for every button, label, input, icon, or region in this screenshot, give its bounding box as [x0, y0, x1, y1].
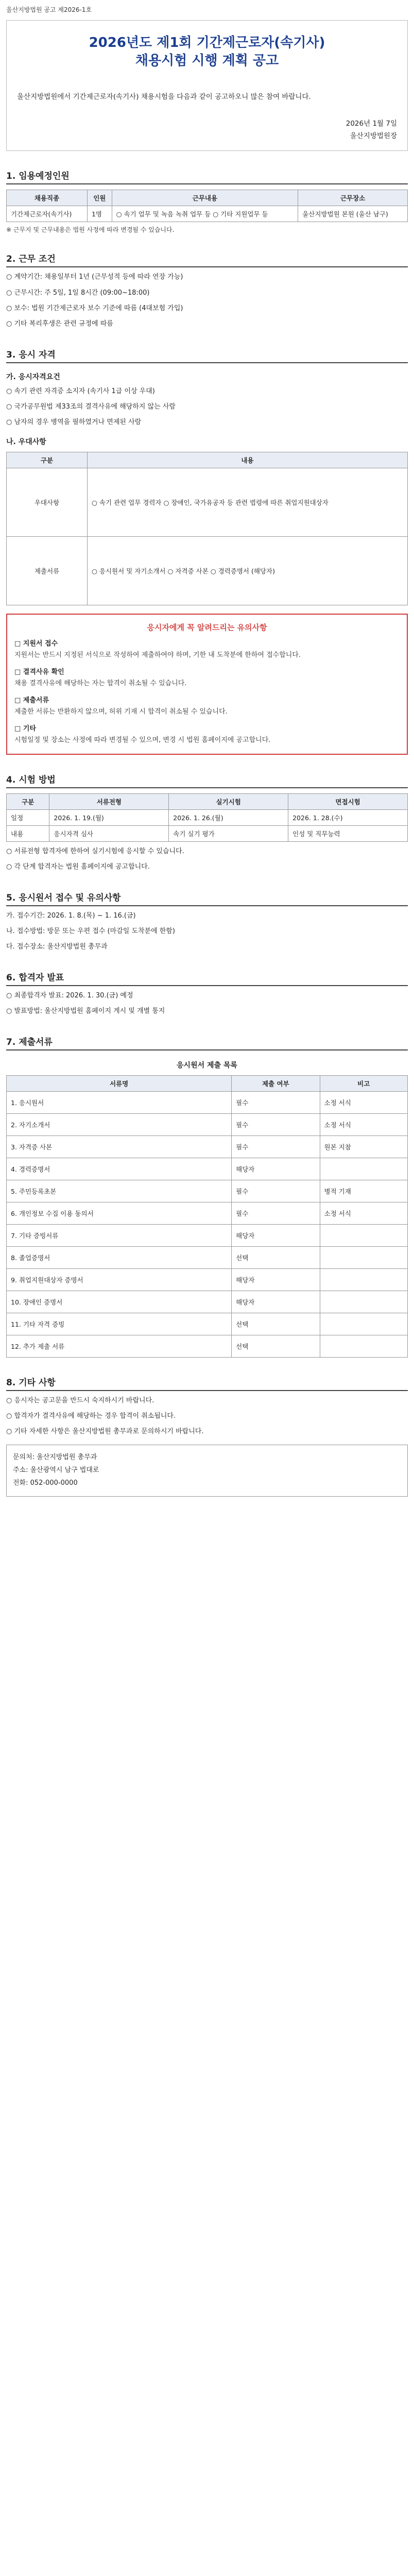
list-item: ○ 국가공무원법 제33조의 결격사유에 해당하지 않는 사람	[6, 402, 176, 411]
table-row	[7, 1291, 408, 1313]
table-cell	[320, 1335, 407, 1358]
section-heading: 5. 응시원서 접수 및 유의사항	[6, 890, 408, 906]
table-cell: 인성 및 직무능력	[288, 825, 408, 841]
table-cell: ○ 응시원서 및 자기소개서 ○ 자격증 사본 ○ 경력증명서 (해당자)	[88, 537, 408, 605]
table-header: 실기시험	[169, 793, 288, 809]
table-cell: 1명	[87, 206, 112, 222]
list-item: ○ 기타 복리후생은 관련 규정에 따름	[6, 319, 113, 328]
table-cell: 7. 기타 증빙서류	[7, 1225, 232, 1247]
table-row	[7, 1136, 408, 1158]
section-2	[6, 251, 408, 329]
table-row	[7, 1114, 408, 1136]
table-cell: 응시자격 심사	[49, 825, 169, 841]
highlight-item-body: 시험일정 및 장소는 사정에 따라 변경될 수 있으며, 변경 시 법원 홈페이지에 공고합니다.	[14, 736, 271, 744]
contact-box	[6, 1445, 408, 1496]
highlight-item-head: □ 결격사유 확인	[14, 668, 64, 676]
table-cell: 1. 응시원서	[7, 1092, 232, 1114]
section-8	[6, 1375, 408, 1496]
table-cell: 3. 자격증 사본	[7, 1136, 232, 1158]
table-row	[7, 1225, 408, 1247]
highlight-item-body: 제출한 서류는 반환하지 않으며, 허위 기재 시 합격이 취소될 수 있습니다.	[14, 708, 228, 716]
table-cell: 선택	[232, 1247, 320, 1269]
table-cell	[320, 1313, 407, 1335]
table-cell	[320, 1291, 407, 1313]
table-cell: 선택	[232, 1335, 320, 1358]
section-heading: 3. 응시 자격	[6, 347, 408, 363]
contact-line: 전화: 052-000-0000	[13, 1479, 78, 1487]
table-header: 비고	[320, 1076, 407, 1092]
table-cell: ○ 속기 관련 업무 경력자 ○ 장애인, 국가유공자 등 관련 법령에 따른 취업지원대상자	[88, 468, 408, 537]
table-cell: 속기 실기 평가	[169, 825, 288, 841]
table-header: 서류전형	[49, 793, 169, 809]
table-row	[7, 1202, 408, 1225]
table-header: 내용	[88, 452, 408, 468]
table-row	[7, 825, 408, 841]
table-cell: 필수	[232, 1202, 320, 1225]
table-cell: 내용	[7, 825, 49, 841]
table-cell: 소정 서식	[320, 1092, 407, 1114]
list-item: ○ 계약기간: 채용일부터 1년 (근무성적 등에 따라 연장 가능)	[6, 273, 183, 281]
table-row	[7, 1313, 408, 1335]
notice-date: 2026년 1월 7일	[346, 120, 397, 128]
intro-text: 울산지방법원에서 기간제근로자(속기사) 채용시험을 다음과 같이 공고하오니 많은 참여 바랍니다.	[17, 93, 311, 101]
table-cell: 선택	[232, 1313, 320, 1335]
list-item: ○ 보수: 법원 기간제근로자 보수 기준에 따름 (4대보험 가입)	[6, 304, 183, 312]
document-page	[6, 0, 408, 1497]
table-cell: 2. 자기소개서	[7, 1114, 232, 1136]
sub-heading: 나. 우대사항	[6, 438, 46, 447]
qualification-table	[6, 452, 408, 605]
table-cell: 제출서류	[7, 537, 88, 605]
table-cell: 6. 개인정보 수집 이용 동의서	[7, 1202, 232, 1225]
section-5	[6, 890, 408, 953]
table-cell: ○ 속기 업무 및 녹음 녹취 업무 등 ○ 기타 지원업무 등	[112, 206, 298, 222]
list-item: ○ 응시자는 공고문을 반드시 숙지하시기 바랍니다.	[6, 1397, 154, 1405]
table-header: 구분	[7, 793, 49, 809]
table-cell	[320, 1158, 407, 1180]
table-row	[7, 206, 408, 222]
table-cell: 필수	[232, 1092, 320, 1114]
list-item: ○ 합격자가 결격사유에 해당하는 경우 합격이 취소됩니다.	[6, 1412, 176, 1420]
table-cell: 소정 서식	[320, 1202, 407, 1225]
table-row	[7, 537, 408, 605]
table-cell: 해당자	[232, 1158, 320, 1180]
list-item: ○ 기타 자세한 사항은 울산지방법원 총무과로 문의하시기 바랍니다.	[6, 1428, 204, 1436]
table-row	[7, 1269, 408, 1291]
highlight-item	[14, 638, 400, 661]
note: ※ 근무지 및 근무내용은 법원 사정에 따라 변경될 수 있습니다.	[6, 226, 175, 234]
table-cell: 소정 서식	[320, 1114, 407, 1136]
list-item: 다. 접수장소: 울산지방법원 총무과	[6, 942, 108, 951]
table-row	[7, 1247, 408, 1269]
contact-line: 문의처: 울산지방법원 총무과	[13, 1453, 97, 1462]
table-header: 면접시험	[288, 793, 408, 809]
highlight-item-body: 채용 결격사유에 해당하는 자는 합격이 취소될 수 있습니다.	[14, 680, 187, 688]
table-header: 구분	[7, 452, 88, 468]
highlight-item	[14, 723, 400, 746]
table-cell: 9. 취업지원대상자 증명서	[7, 1269, 232, 1291]
section-4	[6, 772, 408, 873]
section-1	[6, 168, 408, 234]
table-header: 서류명	[7, 1076, 232, 1092]
table-cell: 원본 지참	[320, 1136, 407, 1158]
list-item: 나. 접수방법: 방문 또는 우편 접수 (마감일 도착분에 한함)	[6, 927, 175, 935]
table-cell	[320, 1269, 407, 1291]
section-heading: 1. 임용예정인원	[6, 168, 408, 184]
notice-highlight-box	[6, 614, 408, 754]
section-heading: 4. 시험 방법	[6, 772, 408, 788]
contact-line: 주소: 울산광역시 남구 법대로	[13, 1466, 99, 1475]
page-title	[17, 34, 397, 70]
sub-heading: 가. 응시자격요건	[6, 372, 60, 381]
table-cell: 8. 졸업증명서	[7, 1247, 232, 1269]
table-row	[7, 1158, 408, 1180]
section-7	[6, 1035, 408, 1358]
table-row	[7, 1335, 408, 1358]
table-cell: 해당자	[232, 1225, 320, 1247]
recruit-table	[6, 190, 408, 222]
table-header: 채용직종	[7, 190, 88, 206]
table-cell: 울산지방법원 본원 (울산 남구)	[298, 206, 408, 222]
section-heading: 8. 기타 사항	[6, 1375, 408, 1391]
table-row	[7, 1092, 408, 1114]
documents-table	[6, 1075, 408, 1358]
table-cell: 필수	[232, 1180, 320, 1202]
highlight-item	[14, 666, 400, 689]
list-item: ○ 각 단계 합격자는 법원 홈페이지에 공고합니다.	[6, 862, 150, 871]
table-cell: 필수	[232, 1136, 320, 1158]
table-row	[7, 468, 408, 537]
notice-org: 울산지방법원장	[350, 132, 397, 141]
list-item: 가. 접수기간: 2026. 1. 8.(목) ~ 1. 16.(금)	[6, 911, 136, 920]
table-header: 근무장소	[298, 190, 408, 206]
list-item: ○ 근무시간: 주 5일, 1일 8시간 (09:00~18:00)	[6, 289, 150, 297]
table-cell	[320, 1247, 407, 1269]
table-cell: 2026. 1. 28.(수)	[288, 809, 408, 825]
table-cell: 해당자	[232, 1269, 320, 1291]
list-item: ○ 남자의 경우 병역을 필하였거나 면제된 사람	[6, 418, 142, 427]
table-cell: 일정	[7, 809, 49, 825]
table-cell: 11. 기타 자격 증빙	[7, 1313, 232, 1335]
table-cell: 5. 주민등록초본	[7, 1180, 232, 1202]
list-item: ○ 최종합격자 발표: 2026. 1. 30.(금) 예정	[6, 991, 133, 999]
table-cell: 4. 경력증명서	[7, 1158, 232, 1180]
highlight-item	[14, 694, 400, 718]
table-caption: 응시원서 제출 목록	[177, 1061, 237, 1070]
highlight-title: 응시자에게 꼭 알려드리는 유의사항	[147, 623, 267, 633]
title-line-1: 2026년도 제1회 기간제근로자(속기사)	[89, 35, 325, 50]
section-heading: 6. 합격자 발표	[6, 970, 408, 986]
table-cell	[320, 1225, 407, 1247]
table-header: 인원	[87, 190, 112, 206]
table-row	[7, 809, 408, 825]
section-heading: 2. 근무 조건	[6, 251, 408, 267]
table-cell: 12. 추가 제출 서류	[7, 1335, 232, 1358]
list-item: ○ 속기 관련 자격증 소지자 (속기사 1급 이상 우대)	[6, 387, 155, 395]
table-cell: 우대사항	[7, 468, 88, 537]
table-cell: 필수	[232, 1114, 320, 1136]
table-header: 근무내용	[112, 190, 298, 206]
highlight-item-head: □ 지원서 접수	[14, 640, 58, 648]
table-cell: 병적 기재	[320, 1180, 407, 1202]
table-cell: 2026. 1. 26.(월)	[169, 809, 288, 825]
table-cell: 기간제근로자(속기사)	[7, 206, 88, 222]
list-item: ○ 서류전형 합격자에 한하여 실기시험에 응시할 수 있습니다.	[6, 847, 184, 855]
table-header: 제출 여부	[232, 1076, 320, 1092]
section-heading: 7. 제출서류	[6, 1035, 408, 1050]
exam-table	[6, 793, 408, 842]
table-row	[7, 1180, 408, 1202]
table-cell: 10. 장애인 증명서	[7, 1291, 232, 1313]
table-cell: 2026. 1. 19.(월)	[49, 809, 169, 825]
section-6	[6, 970, 408, 1017]
highlight-item-body: 지원서는 반드시 지정된 서식으로 작성하여 제출하여야 하며, 기한 내 도착분에 한하여 접수합니다.	[14, 651, 301, 659]
section-3	[6, 347, 408, 605]
list-item: ○ 발표방법: 울산지방법원 홈페이지 게시 및 개별 통지	[6, 1007, 165, 1015]
highlight-item-head: □ 기타	[14, 725, 36, 733]
highlight-item-head: □ 제출서류	[14, 697, 49, 705]
title-line-2: 채용시험 시행 계획 공고	[135, 53, 279, 69]
title-box	[6, 20, 408, 151]
table-cell: 해당자	[232, 1291, 320, 1313]
notice-number: 울산지방법원 공고 제2026-1호	[6, 6, 92, 13]
